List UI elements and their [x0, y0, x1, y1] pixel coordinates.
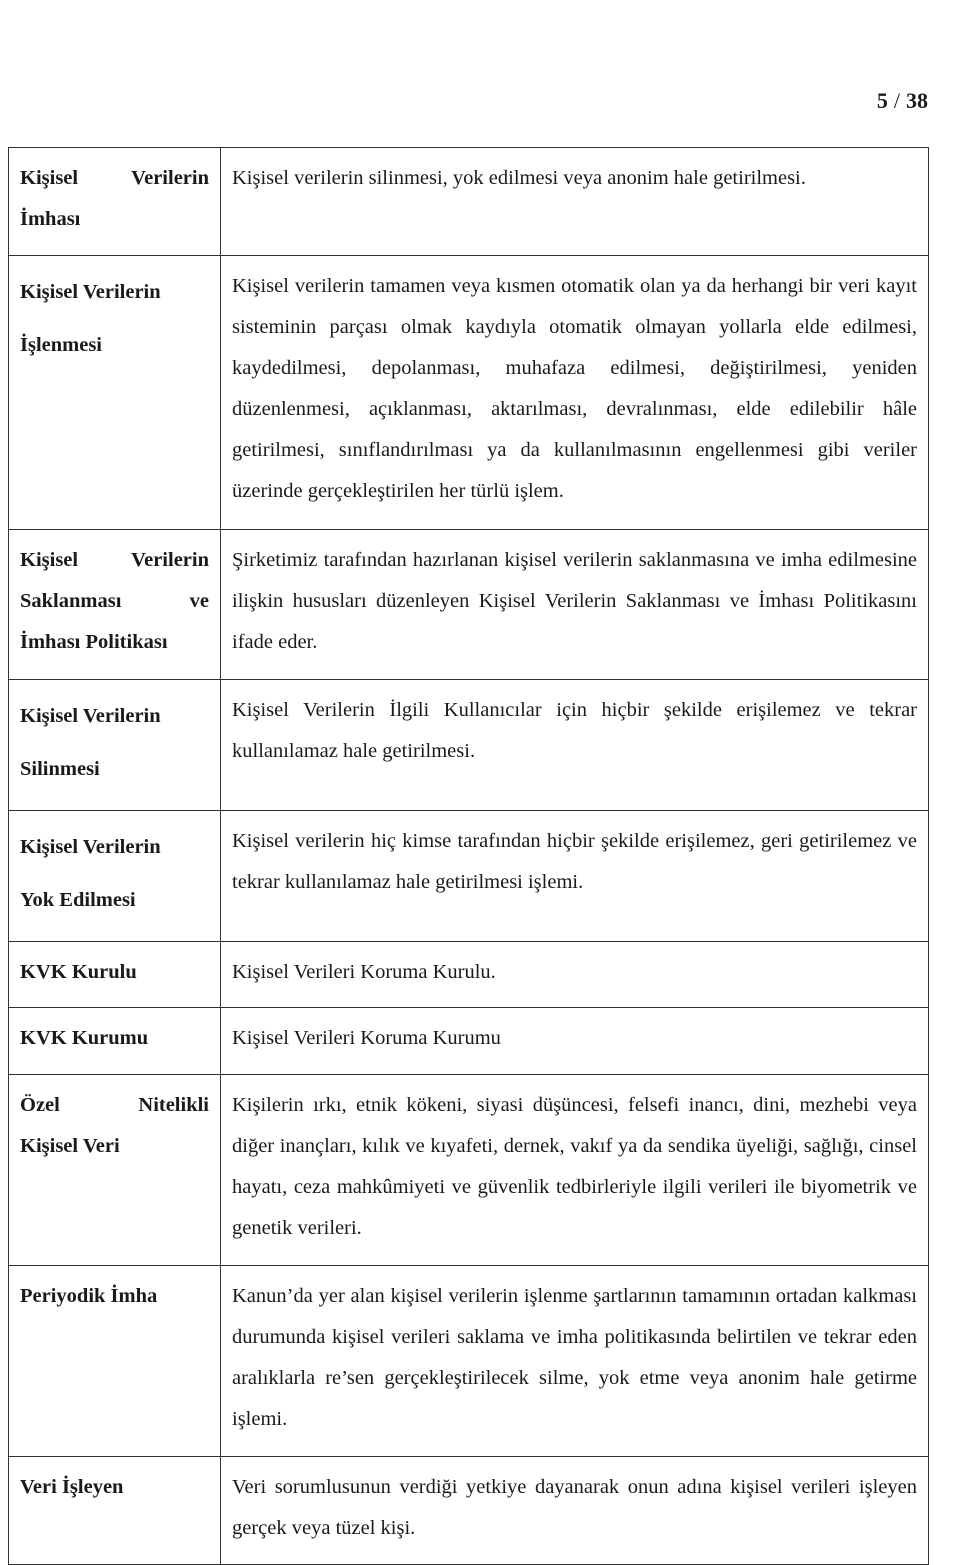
term-line: Silinmesi — [20, 758, 100, 780]
term-line: İmhası Politikası — [20, 631, 168, 653]
term-cell — [9, 1008, 221, 1075]
definition-cell: Kanun’da yer alan kişisel verilerin işlenme şartlarının tamamının ortadan kalkması durumunda kişisel verileri saklama ve imha politikasında belirtilen ve tekrar eden aralıklarla re’sen gerçekleştirilecek silme, yok etme veya anonim hale getirme işlemi. — [221, 1266, 929, 1457]
table-row — [9, 1075, 929, 1266]
table-row — [9, 1266, 929, 1457]
definitions-table — [8, 147, 929, 1565]
term-cell — [9, 1266, 221, 1457]
term-cell — [9, 680, 221, 811]
table-row — [9, 680, 929, 811]
definition-cell: Veri sorumlusunun verdiği yetkiye dayanarak onun adına kişisel verileri işleyen gerçek veya tüzel kişi. — [221, 1457, 929, 1565]
term-cell — [9, 256, 221, 530]
page-current: 5 — [876, 88, 888, 113]
term-cell — [9, 811, 221, 942]
term-line: Kişisel Verilerin — [20, 705, 161, 727]
table-row — [9, 942, 929, 1008]
term-line: KVK Kurumu — [20, 1027, 149, 1049]
page-total: 38 — [906, 88, 928, 113]
definition-cell: Kişisel verilerin silinmesi, yok edilmesi veya anonim hale getirilmesi. — [221, 148, 929, 256]
term-line: İşlenmesi — [20, 334, 102, 356]
term-line: Özel Nitelikli — [20, 1094, 209, 1116]
term-line: Kişisel Verilerin — [20, 281, 161, 303]
term-line: Saklanması ve — [20, 590, 209, 612]
term-cell — [9, 148, 221, 256]
term-line: Periyodik İmha — [20, 1285, 158, 1307]
definition-cell: Kişisel Verileri Koruma Kurulu. — [221, 942, 929, 1008]
table-row — [9, 530, 929, 680]
term-line: Kişisel Verilerin — [20, 167, 209, 189]
term-line: Veri İşleyen — [20, 1476, 124, 1498]
term-line: Kişisel Verilerin — [20, 549, 209, 571]
term-cell — [9, 1457, 221, 1565]
term-cell — [9, 530, 221, 680]
definition-cell: Kişisel Verileri Koruma Kurumu — [221, 1008, 929, 1075]
term-line: Kişisel Veri — [20, 1135, 120, 1157]
table-row — [9, 148, 929, 256]
table-row — [9, 811, 929, 942]
definition-cell: Kişisel verilerin tamamen veya kısmen otomatik olan ya da herhangi bir veri kayıt sisteminin parçası olmak kaydıyla otomatik olmayan yollarla elde edilmesi, kaydedilmesi, depolanması, muhafaza edilmesi, değiştirilmesi, yeniden düzenlenmesi, açıklanması, aktarılması, devralınması, elde edilebilir hâle getirilmesi, sınıflandırılması ya da kullanılmasının engellenmesi gibi veriler üzerinde gerçekleştirilen her türlü işlem. — [221, 256, 929, 530]
term-line: Kişisel Verilerin — [20, 836, 161, 858]
definition-cell: Şirketimiz tarafından hazırlanan kişisel verilerin saklanmasına ve imha edilmesine ilişkin hususları düzenleyen Kişisel Verilerin Saklanması ve İmhası Politikasını ifade eder. — [221, 530, 929, 680]
table-row — [9, 256, 929, 530]
page-separator: / — [893, 88, 900, 113]
definition-cell: Kişisel verilerin hiç kimse tarafından hiçbir şekilde erişilemez, geri getirilemez ve tekrar kullanılamaz hale getirilmesi işlemi. — [221, 811, 929, 942]
term-line: İmhası — [20, 208, 81, 230]
definition-cell: Kişisel Verilerin İlgili Kullanıcılar için hiçbir şekilde erişilemez ve tekrar kullanılamaz hale getirilmesi. — [221, 680, 929, 811]
term-line: KVK Kurulu — [20, 961, 137, 983]
term-cell — [9, 1075, 221, 1266]
table-row — [9, 1457, 929, 1565]
table-row — [9, 1008, 929, 1075]
term-cell — [9, 942, 221, 1008]
definition-cell: Kişilerin ırkı, etnik kökeni, siyasi düşüncesi, felsefi inancı, dini, mezhebi veya diğer inançları, kılık ve kıyafeti, dernek, vakıf ya da sendika üyeliği, sağlığı, cinsel hayatı, ceza mahkûmiyeti ve güvenlik tedbirleriyle ilgili verileri ile biyometrik ve genetik verileri. — [221, 1075, 929, 1266]
page-number — [877, 88, 928, 114]
term-line: Yok Edilmesi — [20, 889, 136, 911]
